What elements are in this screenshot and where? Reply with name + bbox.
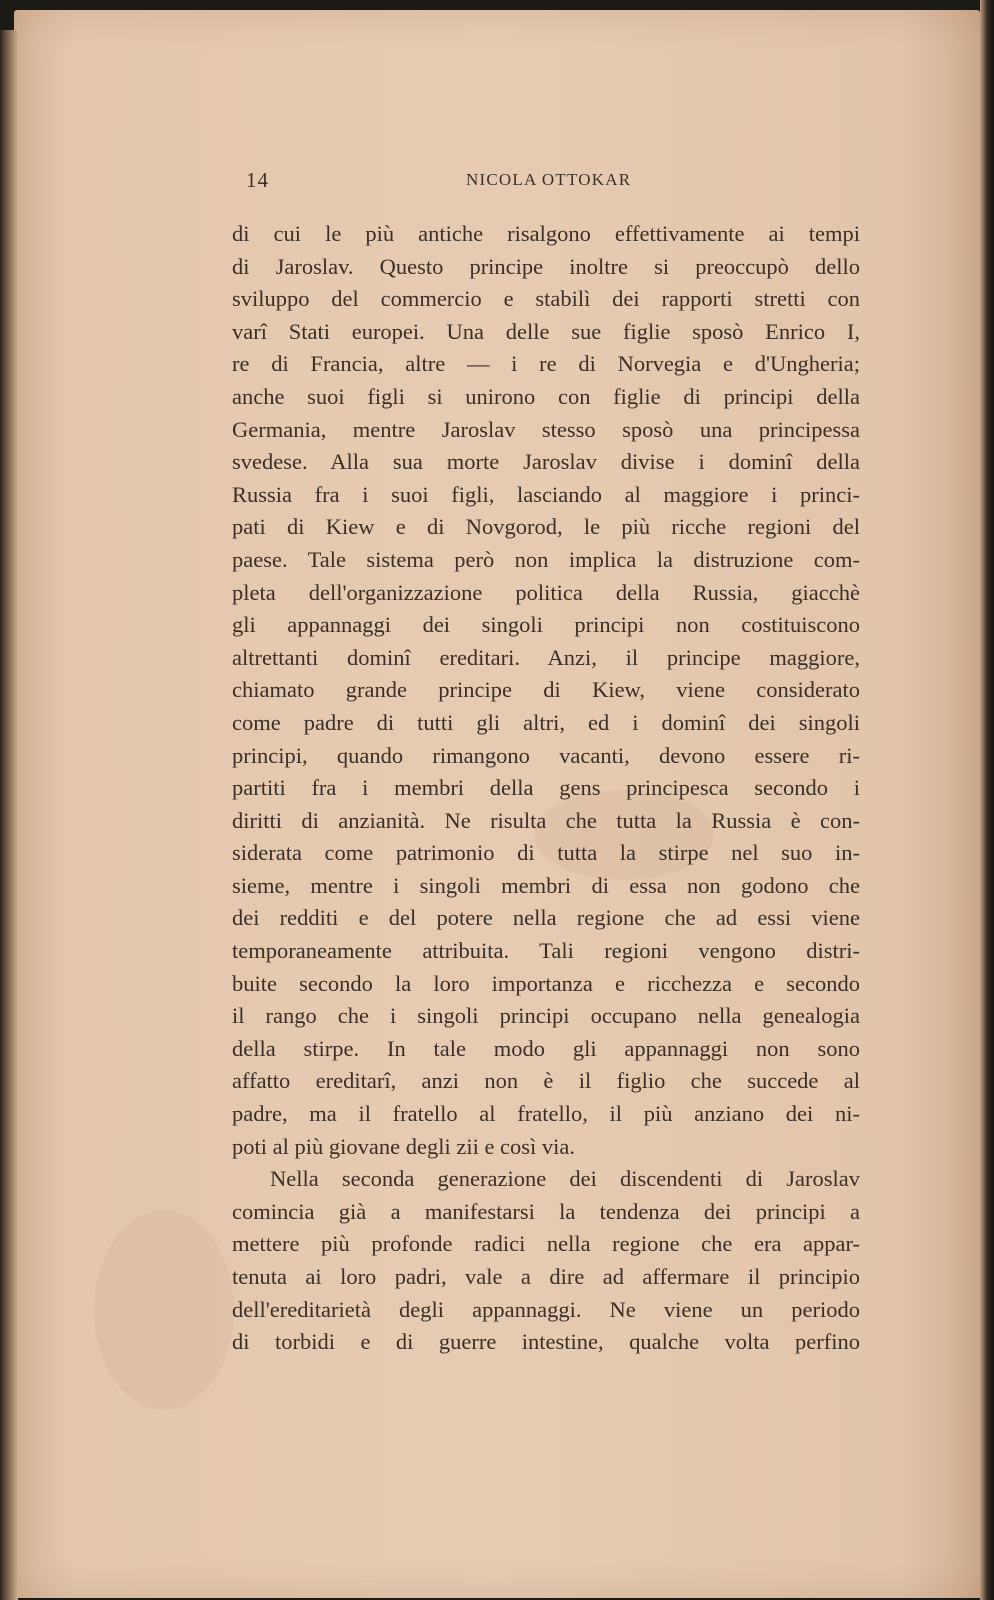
text-line: dei redditi e del potere nella regione che ad essi viene (232, 905, 860, 931)
text-line: siderata come patrimonio di tutta la stirpe nel suo in- (232, 840, 860, 866)
text-line: re di Francia, altre — i re di Norvegia e d'Ungheria; (232, 351, 860, 377)
paragraph-start-line: Nella seconda generazione dei discendenti di Jaroslav (270, 1166, 860, 1192)
text-line: di torbidi e di guerre intestine, qualche volta perfino (232, 1329, 860, 1355)
text-line: Germania, mentre Jaroslav stesso sposò una principessa (232, 416, 860, 442)
paper-stain (94, 1210, 234, 1410)
page-right-edge (980, 0, 994, 1600)
page-left-edge (0, 30, 18, 1600)
text-line: buite secondo la loro importanza e ricchezza e secondo (232, 970, 860, 996)
text-line: della stirpe. In tale modo gli appannaggi non sono (232, 1035, 860, 1061)
paragraph-end-line: poti al più giovane degli zii e così via. (232, 1133, 576, 1159)
text-line: sieme, mentre i singoli membri di essa non godono che (232, 872, 860, 898)
text-line: anche suoi figli si unirono con figlie di principi della (232, 383, 860, 409)
text-line: temporaneamente attribuita. Tali regioni vengono distri- (232, 938, 860, 964)
text-line: altrettanti dominî ereditari. Anzi, il principe maggiore, (232, 644, 860, 670)
text-line: comincia già a manifestarsi la tendenza dei principi a (232, 1198, 860, 1224)
text-line: pleta dell'organizzazione politica della Russia, giacchè (232, 579, 860, 605)
text-line: Russia fra i suoi figli, lasciando al maggiore i princi- (232, 481, 860, 507)
text-line: mettere più profonde radici nella regione che era appar- (232, 1231, 860, 1257)
text-line: pati di Kiew e di Novgorod, le più ricche regioni del (232, 514, 860, 540)
page-number: 14 (246, 168, 269, 192)
text-line: svedese. Alla sua morte Jaroslav divise i dominî della (232, 449, 860, 475)
text-line: varî Stati europei. Una delle sue figlie sposò Enrico I, (232, 318, 860, 344)
text-line: di cui le più antiche risalgono effettivamente ai tempi (232, 221, 860, 246)
text-line: sviluppo del commercio e stabilì dei rapporti stretti con (232, 286, 860, 312)
text-line: tenuta ai loro padri, vale a dire ad affermare il principio (232, 1264, 860, 1289)
running-head: NICOLA OTTOKAR (466, 170, 632, 189)
page-header (246, 168, 866, 198)
body-text (232, 218, 860, 1359)
text-line: diritti di anzianità. Ne risulta che tutta la Russia è con- (232, 807, 860, 833)
text-line: affatto ereditarî, anzi non è il figlio che succede al (232, 1068, 860, 1094)
text-line: padre, ma il fratello al fratello, il più anziano dei ni- (232, 1101, 860, 1127)
text-line: il rango che i singoli principi occupano nella genealogia (232, 1003, 860, 1029)
text-line: partiti fra i membri della gens principesca secondo i (232, 775, 860, 801)
text-line: di Jaroslav. Questo principe inoltre si preoccupò dello (232, 253, 860, 279)
text-line: come padre di tutti gli altri, ed i dominî dei singoli (232, 709, 860, 735)
text-line: dell'ereditarietà degli appannaggi. Ne viene un periodo (232, 1296, 860, 1322)
text-line: gli appannaggi dei singoli principi non costituiscono (232, 612, 860, 638)
text-line: chiamato grande principe di Kiew, viene considerato (232, 677, 860, 703)
text-line: paese. Tale sistema però non implica la distruzione com- (232, 546, 860, 572)
text-line: principi, quando rimangono vacanti, devono essere ri- (232, 742, 860, 768)
